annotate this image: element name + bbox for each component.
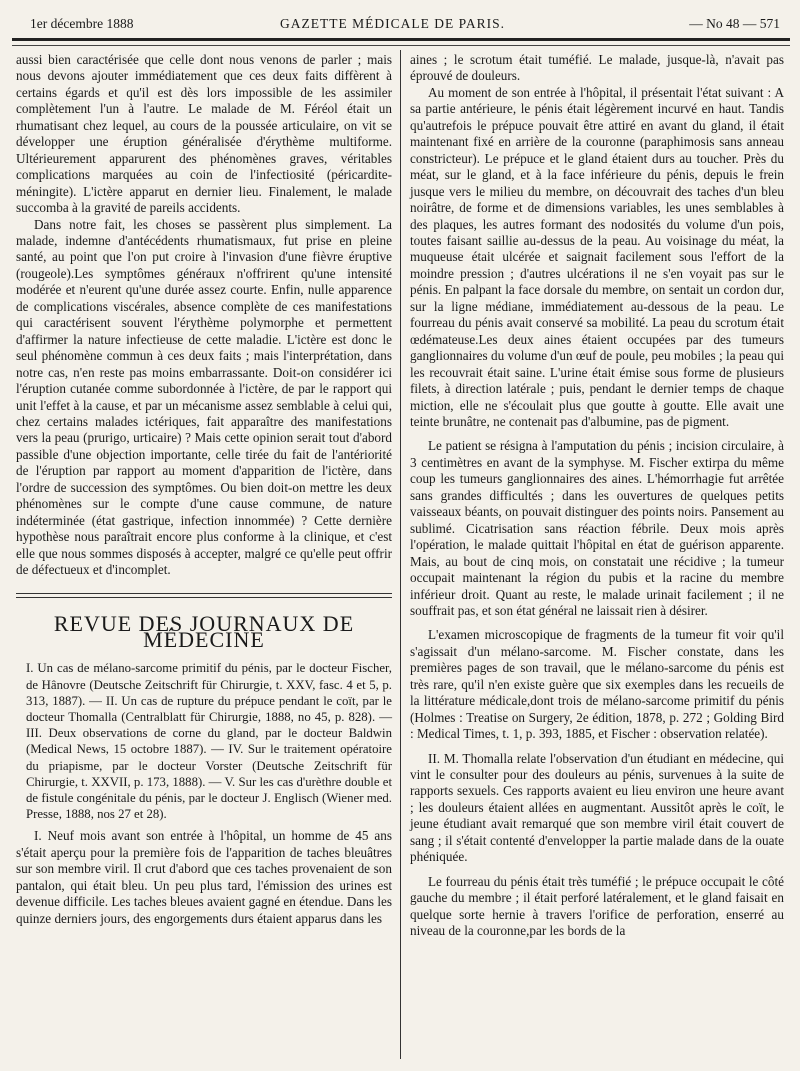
header-rule-thin — [12, 45, 790, 46]
paragraph: Dans notre fait, les choses se passèrent plus simplement. La malade, indemne d'antécédents rhumatismaux, fut prise en pleine santé, au point que l'on put croire à l'invasion d'une fièvre éruptive (rougeole).Les symptômes généraux n'offrirent qu'une intensité modérée et n'eurent qu'une durée assez courte. Enfin, nulle apparence de complications viscérales, absence complète de ces manifestations qui caractérisent souvent l'érythème polymorphe et permettent d'affirmer la nature infectieuse de cette maladie. L'ictère est donc le seul phénomène commun à ces deux faits ; mais l'interprétation, dans notre cas, n'en reste pas moins embarrassante. Doit-on considérer ici l'éruption cutanée comme subordonnée à l'ictère, de par le rapport qui unit l'effet à la cause, et par un mécanisme assez semblable à celui qui, chez certains malades ictériques, fait apparaître des manifestations vers la peau (prurigo, urticaire) ? Mais cette opinion serait tout d'abord passible d'une objection importante, celle tirée du fait de l'antériorité de l'éruption par rapport au moment d'apparition de l'ictère, dans l'ordre de succession des symptômes. Ou bien doit-on mettre les deux phénomènes sur le compte d'une cause commune, de nature indéterminée (état gastrique, infection innommée) ? Cette dernière hypothèse nous paraîtrait encore plus conforme à la clinique, et c'est elle que nous sommes disposés à accepter, malgré ce qu'elle peut offrir de défectueux et d'incomplet. — [16, 216, 392, 578]
paragraph: aussi bien caractérisée que celle dont nous venons de parler ; mais nous devons ajouter immédiatement que ces deux faits diffèrent à certains égards et qu'il est dès lors impossible de les assimiler complètement l'un à l'autre. Le malade de M. Féréol était un rhumatisant chez lequel, au cours de la poussée articulaire, on vit se développer une éruption généralisée d'érythème multiforme. Ultérieurement apparurent des phénomènes graves, véritables complications marquées au coin de l'infectiosité (péricardite-méningite). L'ictère apparut en dernier lieu. Finalement, le malade succomba à la gravité de pareils accidents. — [16, 52, 392, 216]
paragraph: L'examen microscopique de fragments de la tumeur fit voir qu'il s'agissait d'un mélano-sarcome. M. Fischer constate, dans les premières pages de son travail, que le mélano-sarcome du pénis est très rare, qu'il n'en existe guère que six exemples dans les recueils de la littérature médicale,dont trois de mélano-sarcome primitif du pénis (Holmes : Treatise on Surgery, 2e édition, 1878, p. 272 ; Golding Bird : Medical Times, t. 1, p. 393, 1885, et Fischer : observation relatée). — [410, 627, 784, 742]
header-journal-title: GAZETTE MÉDICALE DE PARIS. — [280, 16, 505, 31]
article-summary: I. Un cas de mélano-sarcome primitif du pénis, par le docteur Fischer, de Hânovre (Deutsche Zeitschrift für Chirurgie, t. XXV, fasc. 4 et 5, p. 313, 1887). — II. Un cas de rupture du prépuce pendant le coït, par le docteur Thomalla (Centralblatt für Chirurgie, 1888, no 45, p. 828). — III. Deux observations de corne du gland, par le docteur Baldwin (Medical News, 15 octobre 1887). — IV. Sur le traitement opératoire du priapisme, par le docteur Vorster (Deutsche Zeitschrift für Chirurgie, t. XXVII, p. 173, 1888). — V. Sur les cas d'urèthre double et de fistule congénitale du pénis, par le docteur J. Englisch (Wiener med. Presse, 1888, nos 27 et 28). — [26, 661, 392, 822]
paragraph: Le patient se résigna à l'amputation du pénis ; incision circulaire, à 3 centimètres en avant de la symphyse. M. Fischer extirpa du même coup les tumeurs ganglionnaires des aines. L'hémorrhagie fut arrêtée sans grandes difficultés ; dans les ouvertures de quelques petits vaisseaux béants, on pouvait distinguer des points noirs. Pansement au sublimé. Cicatrisation sans réaction fébrile. Deux mois après l'opération, le malade quittait l'hôpital en état de guérison apparente. Mais, au bout de cinq mois, on constatait une récidive ; la tumeur occupait maintenant la région du pubis et la racine du membre inférieur droit. Quant au reste, le malade urinait facilement ; il ne souffrait pas, et son état général ne laissait rien à désirer. — [410, 438, 784, 618]
paragraph: II. M. Thomalla relate l'observation d'un étudiant en médecine, qui vint le consulter pour des douleurs au pénis, survenues à la suite de rapports sexuels. Ces rapports avaient eu lieu environ une heure avant ; les douleurs étaient allées en augmentant. Aussitôt après le coït, le jeune étudiant avait remarqué que son membre viril était couvert de sang ; il s'était contenté d'envelopper la partie malade dans de la ouate phéniquée. — [410, 750, 784, 865]
left-column — [16, 52, 392, 927]
header-rule — [12, 38, 790, 41]
paragraph: Le fourreau du pénis était très tuméfié ; le prépuce occupait le côté gauche du membre ; il était perforé latéralement, et le gland faisait en quelque sorte hernie à travers l'orifice de perforation, enserré au niveau de la couronne,par les bords de la — [410, 873, 784, 939]
page-header — [30, 12, 780, 36]
paragraph: Au moment de son entrée à l'hôpital, il présentait l'état suivant : A sa partie antérieure, le pénis était légèrement incurvé en haut. Tandis qu'autrefois le prépuce pouvait être attiré en avant du gland, il était maintenant fixé en arrière de la couronne (paraphimosis sans anneau constricteur). Le prépuce et le gland étaient durs au toucher. Près du méat, sur le gland, et à la face inférieure du pénis, depuis le frein jusque vers le milieu du membre, on découvrait des taches d'un bleu noirâtre, de forme et de dimensions variables, les unes semblables à des plaques, les autres formant des nodosités du volume d'un pois, toutes faisant saillie au-dessus de la peau. Au voisinage du méat, la muqueuse était ulcérée et saignait facilement sous l'effort de la moindre pression ; d'autres ulcérations il ne s'en voyait pas sur le pénis. En palpant la face dorsale du membre, on sentait un cordon dur, sur la ligne médiane, immédiatement au-dessous de la peau. Le fourreau du pénis avait conservé sa mobilité. La peau du scrotum était œdémateuse.Les deux aines étaient occupées par des tumeurs ganglionnaires du volume d'un œuf de poule, peu mobiles ; la peau qui les recouvrait était saine. L'urine était émise sous forme de plusieurs filets, à direction latérale ; puis, pendant le dernier temps de chaque miction, elle ne s'écoulait plus que goutte à goutte. Elle avait une teinte brunâtre, ne contenait pas d'albumine, pas de pigment. — [410, 84, 784, 429]
column-divider — [400, 50, 401, 1059]
section-divider — [16, 597, 392, 598]
header-date: 1er décembre 1888 — [30, 16, 134, 31]
section-title: REVUE DES JOURNAUX DE MÉDECINE — [53, 610, 355, 652]
paragraph: I. Neuf mois avant son entrée à l'hôpital, un homme de 45 ans s'était aperçu pour la première fois de l'apparition de taches bleuâtres sur son membre viril. Il crut d'abord que ces taches provenaient de son pantalon, qui était bleu. Un peu plus tard, l'émission des urines est devenue difficile. Les taches bleues avaient gagné en étendue. Dans les quinze derniers jours, des engorgements durs étaient apparus dans les — [16, 828, 392, 926]
right-column — [410, 52, 784, 940]
header-issue-page: — No 48 — 571 — [689, 16, 780, 31]
paragraph: aines ; le scrotum était tuméfié. Le malade, jusque-là, n'avait pas éprouvé de douleurs. — [410, 52, 784, 84]
section-divider — [16, 593, 392, 594]
